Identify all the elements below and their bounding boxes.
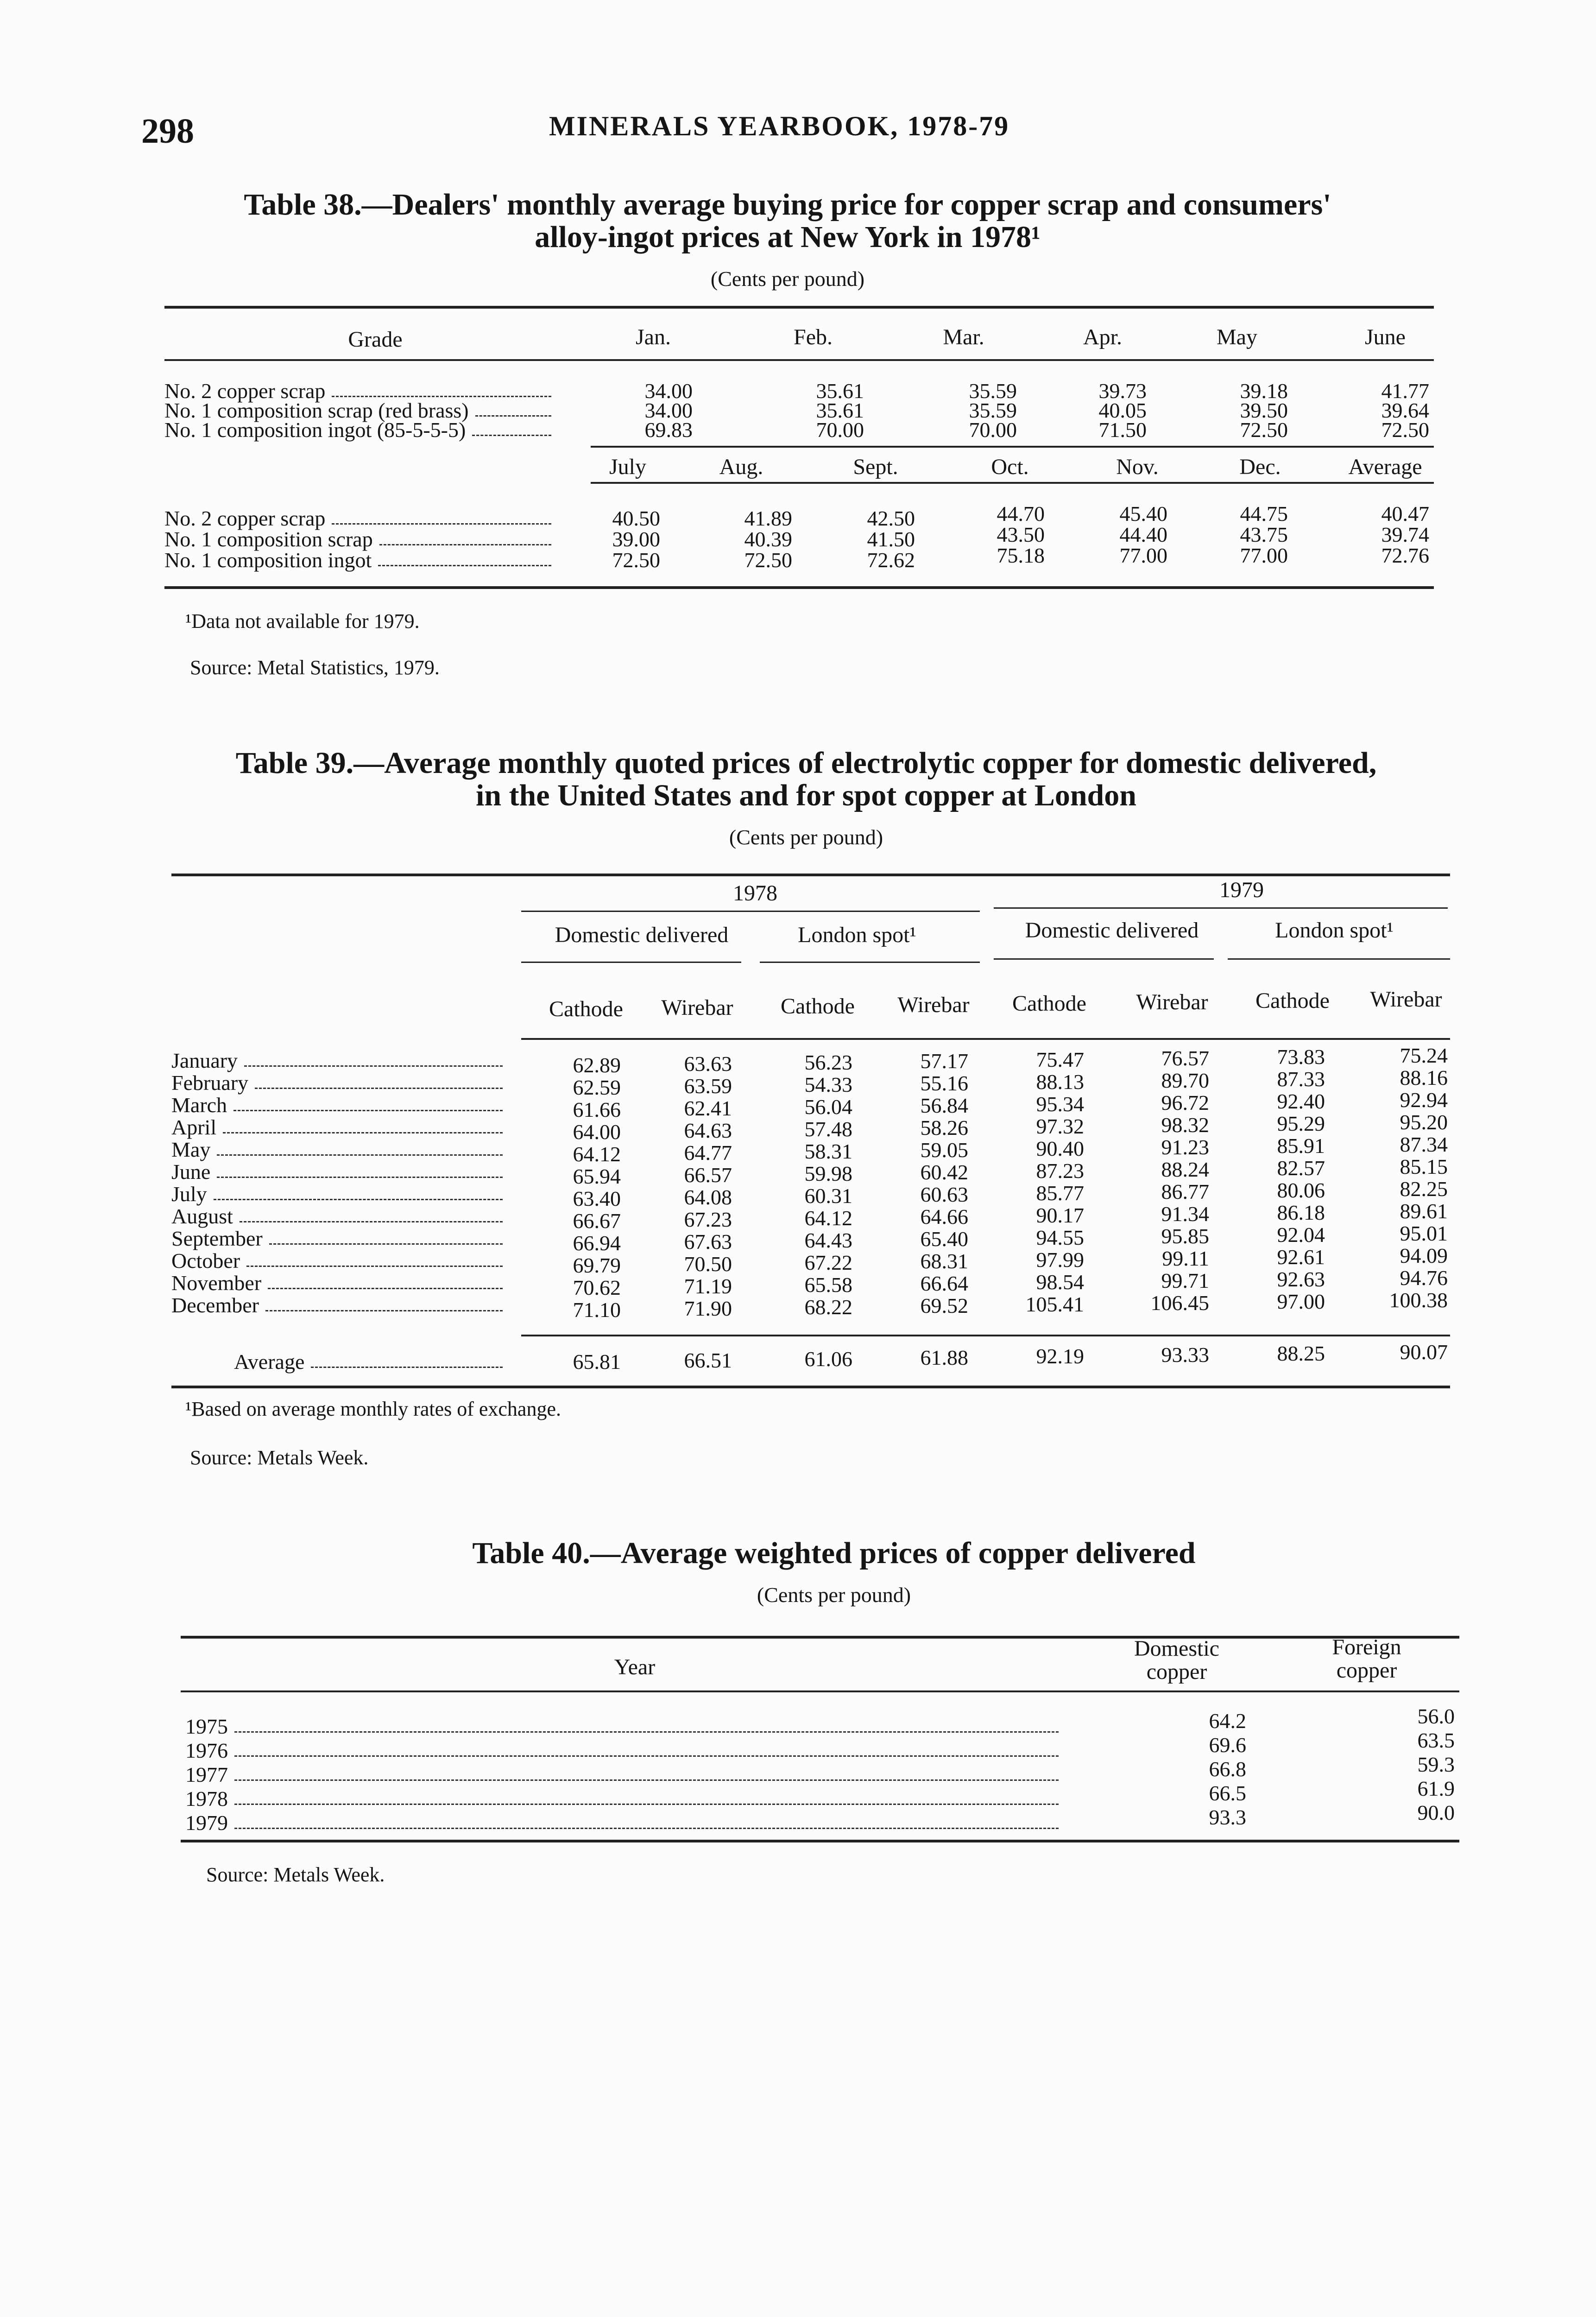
table-39-cell: 98.32 [1161,1113,1209,1137]
table-39-cell: 82.25 [1400,1177,1448,1201]
table-38-cell: 43.50 [997,523,1045,546]
table-38-cell: 44.40 [1119,523,1167,546]
table-39-cell: 100.38 [1389,1288,1448,1312]
table-39-cell: 86.18 [1277,1201,1325,1224]
table-39-month-label: September [171,1227,263,1250]
table-39-cell: 88.24 [1161,1158,1209,1181]
table-39-title-line-2: in the United States and for spot copper at London [476,779,1136,812]
table-39-cell: 92.94 [1400,1088,1448,1112]
table-39-cell: 105.41 [1025,1292,1084,1316]
table-39-cell: 60.63 [920,1183,968,1206]
table-38-month-header: Aug. [719,455,763,479]
table-39-cell: 94.55 [1036,1226,1084,1249]
table-39-average-cell: 61.88 [920,1346,968,1369]
table-39-cell: 59.05 [920,1138,968,1162]
table-38-cell: 70.00 [816,418,864,442]
table-40-domestic-cell: 66.8 [1209,1757,1246,1781]
table-39-cell: 57.17 [920,1049,968,1073]
table-38-month-header: June [1365,325,1406,349]
table-38-source: Source: Metal Statistics, 1979. [190,656,440,679]
table-39-footnote: ¹Based on average monthly rates of exchange. [185,1398,561,1420]
table-40-foreign-cell: 63.5 [1417,1728,1455,1752]
table-38-cell: 72.62 [867,548,915,572]
table-38-row-label: No. 2 copper scrap [164,506,326,530]
table-39-cell: 55.16 [920,1071,968,1095]
leader-dashes [234,1779,1059,1781]
table-39-cell: 60.31 [804,1184,852,1208]
table-39-average-cell: 65.81 [573,1350,621,1374]
table-39-cell: 66.94 [573,1231,621,1255]
table-39-average-cell: 88.25 [1277,1342,1325,1365]
table-38-cell: 72.50 [612,548,660,572]
table-39-cell: 58.31 [804,1140,852,1163]
table-40-domestic-cell: 93.3 [1209,1805,1246,1829]
table-38-cell: 71.50 [1098,418,1147,442]
table-38-cell: 77.00 [1119,544,1167,567]
table-39-cell: 75.47 [1036,1048,1084,1071]
table-38-row-label: No. 2 copper scrap [164,379,326,403]
table-39-cell: 76.57 [1161,1046,1209,1070]
table-39-cell: 92.40 [1277,1089,1325,1113]
table-39-cell: 61.66 [573,1098,621,1121]
table-39-cell: 71.10 [573,1298,621,1322]
table-39-cell: 90.40 [1036,1137,1084,1160]
table-40-domestic-cell: 69.6 [1209,1733,1246,1757]
table-38-cell: 75.18 [997,544,1045,567]
table-38-month-header: Sept. [853,455,898,479]
table-39-subheader: Cathode [1255,988,1330,1013]
table-39-title-line-1: Table 39.—Average monthly quoted prices of electrolytic copper for domestic delivered, [235,746,1377,780]
table-39-cell: 64.12 [573,1142,621,1166]
table-39-cell: 73.83 [1277,1045,1325,1069]
table-38-cell: 35.59 [969,379,1017,403]
table-39-average-cell: 61.06 [804,1347,852,1371]
table-39-cell: 97.99 [1036,1248,1084,1272]
table-38-cell: 40.47 [1381,502,1429,525]
table-38-cell: 72.50 [744,548,792,572]
leader-dashes [234,1755,1059,1757]
table-40-foreign-cell: 56.0 [1417,1704,1455,1728]
table-39-month-label: August [171,1204,233,1228]
table-39-cell: 68.22 [804,1295,852,1319]
table-39-group-header: London spot¹ [798,923,916,947]
table-39-group-header: Domestic delivered [555,923,729,947]
table-39-cell: 92.04 [1277,1223,1325,1247]
table-39-units: (Cents per pound) [729,825,883,849]
table-39-cell: 63.40 [573,1187,621,1210]
table-40-foreign-cell: 61.9 [1417,1777,1455,1800]
table-38-cell: 39.74 [1381,523,1429,546]
leader-dashes [234,1731,1059,1733]
table-39-cell: 82.57 [1277,1156,1325,1180]
table-39-cell: 97.00 [1277,1290,1325,1313]
table-39-cell: 98.54 [1036,1270,1084,1294]
table-39-cell: 64.12 [804,1206,852,1230]
table-38-cell: 34.00 [644,399,693,422]
table-39-month-label: July [171,1182,207,1206]
table-38-cell: 35.61 [816,399,864,422]
running-head: MINERALS YEARBOOK, 1978-79 [549,111,1010,141]
table-38-cell: 40.39 [744,527,792,551]
table-38-cell: 69.83 [644,418,693,442]
table-39-cell: 87.23 [1036,1159,1084,1183]
table-38-month-header: Nov. [1116,455,1159,479]
table-40-year-label: 1976 [185,1739,228,1762]
table-38-row-label: No. 1 composition ingot [164,548,372,572]
table-38-month-header: Mar. [943,325,984,349]
table-38-grade-header: Grade [348,327,403,352]
table-39-cell: 68.31 [920,1249,968,1273]
table-39-average-cell: 66.51 [684,1348,732,1372]
table-39-group-header: London spot¹ [1275,918,1394,943]
table-38-footnote: ¹Data not available for 1979. [185,610,420,633]
table-40-source: Source: Metals Week. [206,1863,385,1886]
table-39-cell: 64.66 [920,1205,968,1228]
table-38-cell: 39.50 [1240,399,1288,422]
table-40-year-label: 1978 [185,1787,228,1811]
table-39-source: Source: Metals Week. [190,1446,369,1469]
table-38-cell: 39.64 [1381,399,1429,422]
table-39-cell: 67.63 [684,1230,732,1253]
table-39-cell: 95.29 [1277,1112,1325,1135]
table-39-cell: 58.26 [920,1116,968,1140]
table-39-cell: 88.16 [1400,1066,1448,1089]
table-39-cell: 56.04 [804,1095,852,1119]
table-39-cell: 95.34 [1036,1092,1084,1116]
table-39-cell: 70.50 [684,1252,732,1276]
table-38-row-label: No. 1 composition ingot (85-5-5-5) [164,418,466,442]
table-39-cell: 89.70 [1161,1069,1209,1092]
table-38-cell: 39.00 [612,527,660,551]
table-39-average-cell: 92.19 [1036,1344,1084,1368]
table-39-cell: 85.91 [1277,1134,1325,1158]
table-39-cell: 80.06 [1277,1178,1325,1202]
table-39-year-1979: 1979 [1219,878,1264,902]
table-39-average-cell: 90.07 [1400,1340,1448,1364]
table-39-cell: 95.20 [1400,1110,1448,1134]
table-39-cell: 67.22 [804,1251,852,1274]
table-38-cell: 44.70 [997,502,1045,525]
leader-dashes [234,1828,1059,1829]
table-39-cell: 86.77 [1161,1180,1209,1203]
table-38-cell: 39.18 [1240,379,1288,403]
table-39-month-label: March [171,1093,227,1117]
table-39-month-label: October [171,1249,240,1272]
table-38-cell: 41.89 [744,506,792,530]
table-39-cell: 65.94 [573,1165,621,1188]
table-39-cell: 67.23 [684,1208,732,1231]
table-39-year-1978: 1978 [733,881,777,905]
table-39-cell: 70.62 [573,1276,621,1299]
table-39-cell: 92.63 [1277,1267,1325,1291]
table-39-cell: 69.52 [920,1294,968,1317]
table-39-group-header: Domestic delivered [1025,918,1199,943]
table-39-cell: 62.59 [573,1076,621,1099]
table-39-cell: 60.42 [920,1160,968,1184]
table-40-year-label: 1977 [185,1763,228,1786]
table-40-year-label: 1975 [185,1715,228,1738]
table-39-cell: 106.45 [1150,1291,1209,1315]
table-39-month-label: February [171,1071,249,1095]
table-39-cell: 62.41 [684,1096,732,1120]
table-38-title-line-2: alloy-ingot prices at New York in 1978¹ [535,220,1041,254]
table-39-cell: 87.34 [1400,1133,1448,1156]
table-38-month-header: Dec. [1239,455,1281,479]
table-40-domestic-cell: 66.5 [1209,1781,1246,1805]
table-40-bottom-rule [181,1840,1459,1842]
table-38-month-header: Feb. [794,325,833,349]
table-40-units: (Cents per pound) [757,1583,911,1607]
table-38-cell: 41.50 [867,527,915,551]
table-40-foreign-cell: 90.0 [1417,1801,1455,1824]
leader-dashes [234,1804,1059,1805]
table-38-cell: 41.77 [1381,379,1429,403]
table-39-month-label: April [171,1115,217,1139]
table-39-month-label: November [171,1271,262,1295]
table-39-cell: 66.67 [573,1209,621,1233]
table-39-cell: 71.90 [684,1297,732,1320]
table-39-cell: 64.43 [804,1228,852,1252]
table-38-month-header: Oct. [991,455,1029,479]
table-39-cell: 97.32 [1036,1114,1084,1138]
table-39-average-label: Average [234,1350,305,1374]
table-39-cell: 90.17 [1036,1203,1084,1227]
table-39-month-label: June [171,1160,211,1184]
table-39-cell: 89.61 [1400,1199,1448,1223]
table-39-cell: 88.13 [1036,1070,1084,1094]
table-38-title-line-1: Table 38.—Dealers' monthly average buying price for copper scrap and consumers' [244,188,1331,222]
table-39-cell: 63.59 [684,1074,732,1098]
table-39-cell: 54.33 [804,1073,852,1096]
table-38-cell: 43.75 [1240,523,1288,546]
table-38-cell: 34.00 [644,379,693,403]
table-39-cell: 99.71 [1161,1269,1209,1292]
table-40-title: Table 40.—Average weighted prices of copper delivered [472,1536,1196,1570]
table-38-row-label: No. 1 composition scrap (red brass) [164,399,469,422]
table-39-cell: 85.77 [1036,1181,1084,1205]
table-39-subheader: Cathode [549,997,623,1021]
table-38-cell: 44.75 [1240,502,1288,525]
table-39-cell: 56.84 [920,1094,968,1117]
table-40-foreign-header-1: Foreign [1332,1635,1401,1659]
table-38-cell: 72.50 [1381,418,1429,442]
table-39-cell: 56.23 [804,1051,852,1074]
table-39-cell: 94.09 [1400,1244,1448,1267]
table-39-cell: 62.89 [573,1053,621,1077]
table-39-cell: 91.23 [1161,1135,1209,1159]
table-38-cell: 40.50 [612,506,660,530]
table-39-cell: 85.15 [1400,1155,1448,1178]
table-39-cell: 59.98 [804,1162,852,1185]
table-38-month-header: May [1217,325,1257,349]
table-38-units: (Cents per pound) [710,267,865,291]
table-38-cell: 39.73 [1098,379,1147,403]
table-40-domestic-cell: 64.2 [1209,1709,1246,1733]
table-39-subheader: Wirebar [1136,990,1208,1014]
table-38-cell: 40.05 [1098,399,1147,422]
table-39-cell: 63.63 [684,1052,732,1076]
table-38-month-header: July [609,455,646,479]
table-40-foreign-header-2: copper [1336,1658,1397,1683]
table-39-cell: 65.40 [920,1227,968,1251]
table-38-month-header: Average [1348,455,1422,479]
table-40-foreign-cell: 59.3 [1417,1753,1455,1776]
table-38-cell: 45.40 [1119,502,1167,525]
table-40-year-label: 1979 [185,1811,228,1835]
table-38-cell: 77.00 [1240,544,1288,567]
table-39-subheader: Wirebar [1370,987,1442,1012]
table-39-cell: 64.77 [684,1141,732,1165]
table-39-subheader: Wirebar [661,995,733,1020]
table-38-cell: 35.59 [969,399,1017,422]
table-40-domestic-header-1: Domestic [1134,1636,1219,1661]
table-39-cell: 92.61 [1277,1245,1325,1269]
table-39-average-cell: 93.33 [1161,1343,1209,1367]
table-39-cell: 66.57 [684,1163,732,1187]
table-38-cell: 35.61 [816,379,864,403]
table-38-month-header: Jan. [636,325,671,349]
table-40-domestic-header-2: copper [1146,1659,1207,1684]
table-40-year-header: Year [614,1655,656,1679]
table-39-cell: 94.76 [1400,1266,1448,1290]
table-39-cell: 75.24 [1400,1044,1448,1067]
table-39-subheader: Wirebar [897,993,970,1017]
table-38-cell: 72.50 [1240,418,1288,442]
table-39-cell: 91.34 [1161,1202,1209,1226]
table-39-cell: 69.79 [573,1253,621,1277]
page-number: 298 [141,112,194,151]
table-39-cell: 87.33 [1277,1067,1325,1091]
table-39-cell: 57.48 [804,1117,852,1141]
table-39-cell: 64.08 [684,1185,732,1209]
table-39-cell: 95.85 [1161,1224,1209,1248]
table-40-header-rule [181,1690,1459,1692]
table-39-month-label: January [171,1049,238,1072]
table-39-month-label: May [171,1138,211,1161]
table-39-cell: 66.64 [920,1272,968,1295]
table-39-cell: 64.63 [684,1119,732,1142]
table-38-month-header: Apr. [1083,325,1122,349]
table-38-cell: 42.50 [867,506,915,530]
table-39-cell: 99.11 [1162,1247,1209,1270]
table-38-cell: 72.76 [1381,544,1429,567]
table-39-cell: 64.00 [573,1120,621,1144]
table-39-cell: 96.72 [1161,1091,1209,1114]
table-39-month-label: December [171,1293,259,1317]
table-39-cell: 71.19 [684,1274,732,1298]
table-39-cell: 65.58 [804,1273,852,1297]
table-39-cell: 95.01 [1400,1222,1448,1245]
table-38-cell: 70.00 [969,418,1017,442]
table-39-subheader: Cathode [781,994,855,1019]
table-39-subheader: Cathode [1012,991,1086,1016]
table-38-row-label: No. 1 composition scrap [164,527,373,551]
